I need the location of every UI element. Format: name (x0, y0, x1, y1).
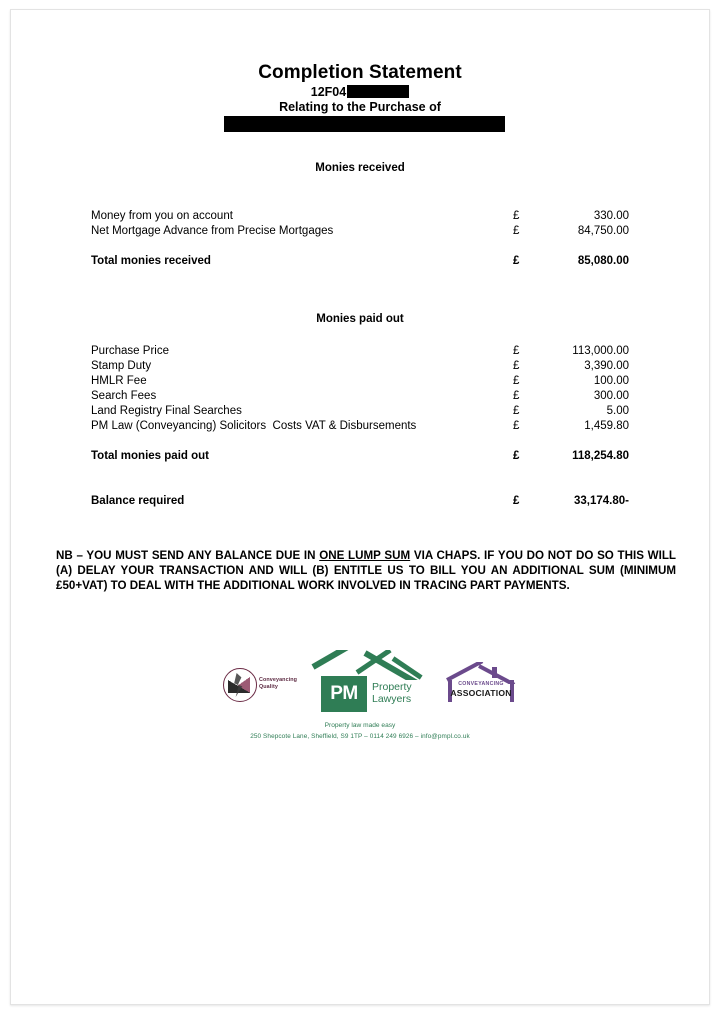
currency-symbol: £ (513, 345, 520, 357)
line-item-amount: 300.00 (593, 390, 629, 402)
pm-property-lawyers-logo (307, 650, 437, 712)
pmpl-logo-body (321, 676, 425, 712)
logo-strip (11, 650, 709, 718)
cqs-logo-line1: Conveyancing (259, 677, 298, 683)
currency-symbol: £ (513, 255, 520, 267)
line-item-label: Purchase Price (91, 345, 169, 357)
line-item-amount: 100.00 (593, 375, 629, 387)
total-label: Total monies paid out (91, 450, 209, 462)
line-item-label: PM Law (Conveyancing) Solicitors Costs VAT & Disbursements (91, 420, 417, 432)
total-amount: 85,080.00 (577, 255, 629, 267)
currency-symbol: £ (513, 390, 520, 402)
cqs-emblem-icon (223, 668, 257, 702)
balance-amount: 33,174.80- (574, 495, 629, 507)
table-row (91, 375, 631, 390)
currency-symbol: £ (513, 450, 520, 462)
currency-symbol: £ (513, 420, 520, 432)
table-row (91, 360, 631, 375)
total-label: Total monies received (91, 255, 211, 267)
currency-symbol: £ (513, 495, 520, 507)
document-page (10, 9, 710, 1005)
company-tagline: Property law made easy (324, 722, 396, 729)
document-content (11, 10, 709, 1004)
association-line1: CONVEYANCING (458, 681, 504, 687)
currency-symbol: £ (513, 210, 520, 222)
pmpl-wordmark (367, 676, 425, 712)
total-row-monies-received (91, 255, 631, 270)
balance-label: Balance required (91, 495, 185, 507)
page-title: Completion Statement (258, 62, 462, 83)
conveyancing-quality-logo (223, 668, 299, 702)
section-heading-monies-received: Monies received (315, 162, 405, 174)
total-row-monies-paid-out (91, 450, 631, 465)
balance-required-row (91, 495, 631, 510)
total-amount: 118,254.80 (572, 450, 629, 462)
line-item-label: Land Registry Final Searches (91, 405, 242, 417)
notice-paragraph (56, 548, 676, 594)
notice-text-part2: VIA CHAPS. IF YOU DO NOT DO SO THIS WILL (A) DELAY YOUR TRANSACTION AND WILL (B) ENTITLE US TO BILL YOU AN ADDITIONAL SUM (MINIMUM £50+VAT) TO DEAL WITH THE ADDITIONAL WORK INVOLVED IN TRACING PART PAYMENTS. (56, 549, 676, 593)
cqs-logo-line2: Quality (259, 683, 278, 690)
company-address-line: 250 Shepcote Lane, Sheffield, S9 1TP – 0114 249 6926 – info@pmpl.co.uk (250, 733, 470, 740)
reference-redaction-bar (347, 85, 409, 98)
notice-emphasis: ONE LUMP SUM (319, 549, 411, 562)
line-item-amount: 5.00 (606, 405, 629, 417)
currency-symbol: £ (513, 375, 520, 387)
property-redaction-bar (224, 116, 505, 132)
line-item-label: Money from you on account (91, 210, 233, 222)
reference-prefix: 12F04 (310, 85, 347, 99)
table-row (91, 210, 631, 225)
pmpl-word-lawyers: Lawyers (372, 693, 412, 705)
line-item-amount: 1,459.80 (584, 420, 629, 432)
cqs-logo-text (259, 677, 297, 690)
currency-symbol: £ (513, 360, 520, 372)
table-row (91, 390, 631, 405)
table-row (91, 405, 631, 420)
association-line2: ASSOCIATION (450, 688, 512, 698)
notice-text-part1: NB – YOU MUST SEND ANY BALANCE DUE IN (56, 549, 320, 562)
line-item-label: Net Mortgage Advance from Precise Mortgages (91, 225, 334, 237)
chimney-icon (492, 667, 497, 678)
pmpl-monogram: PM (321, 676, 367, 712)
reference-line (11, 85, 709, 99)
line-item-amount: 3,390.00 (584, 360, 629, 372)
pmpl-word-property: Property (372, 681, 412, 693)
table-row (91, 345, 631, 360)
line-item-amount: 330.00 (593, 210, 629, 222)
line-item-label: Search Fees (91, 390, 157, 402)
section-heading-monies-paid-out: Monies paid out (316, 313, 404, 325)
conveyancing-association-logo (445, 662, 517, 704)
relating-to-label: Relating to the Purchase of (279, 100, 441, 114)
table-row (91, 420, 631, 435)
currency-symbol: £ (513, 405, 520, 417)
line-item-label: Stamp Duty (91, 360, 152, 372)
line-item-amount: 84,750.00 (577, 225, 629, 237)
table-row (91, 225, 631, 240)
line-item-label: HMLR Fee (91, 375, 147, 387)
line-item-amount: 113,000.00 (572, 345, 629, 357)
currency-symbol: £ (513, 225, 520, 237)
